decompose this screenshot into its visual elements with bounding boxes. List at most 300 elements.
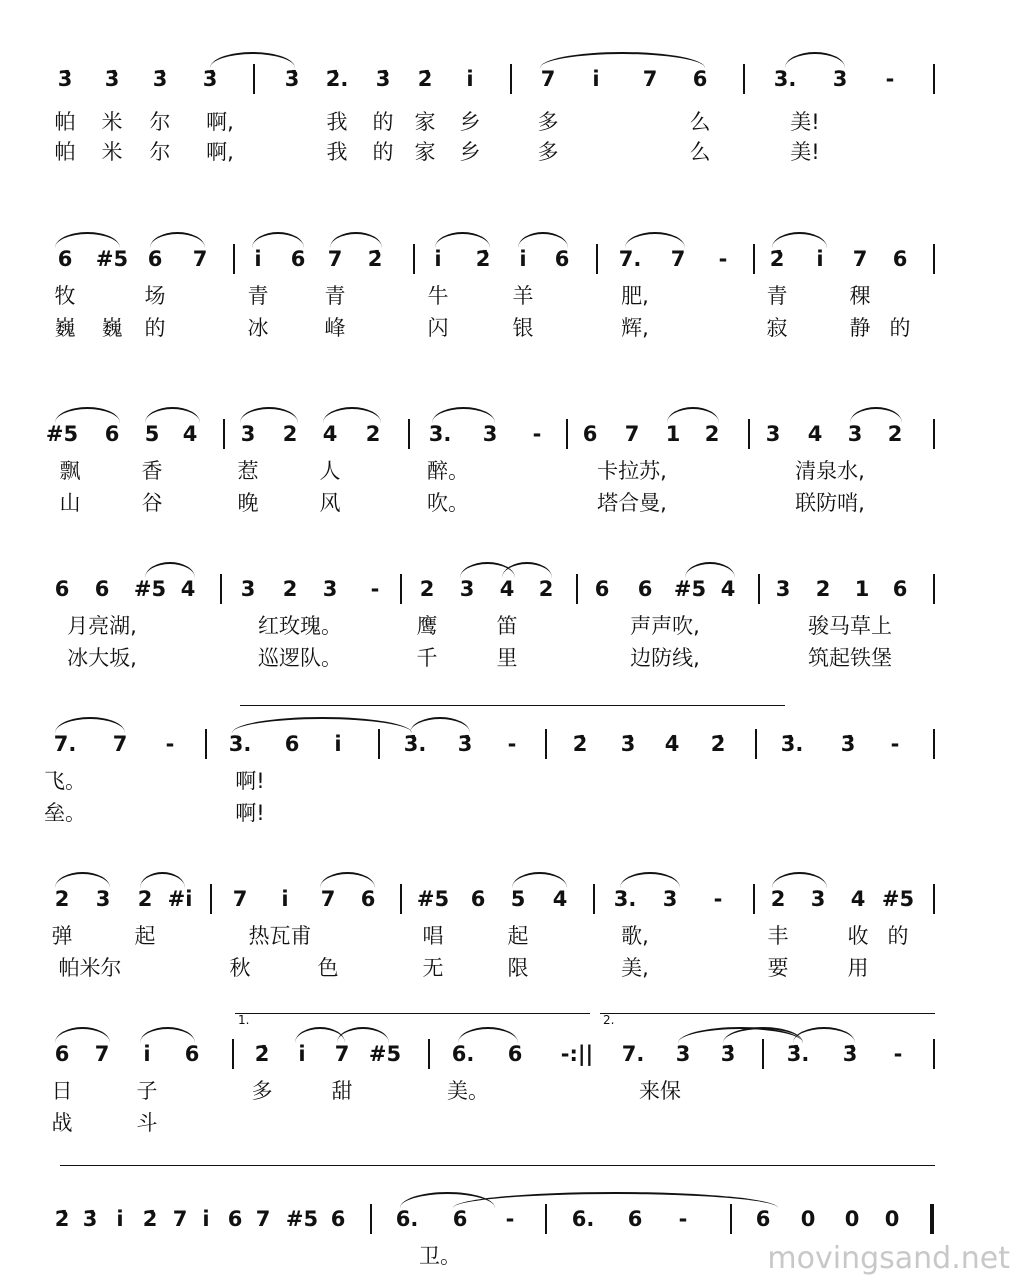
note: 2̇ (142, 1207, 158, 1231)
lyrics-verse-1 (40, 612, 940, 642)
barline (232, 1039, 234, 1069)
lyric-syllable: 家 (414, 110, 436, 134)
lyric-syllable: 冰 (247, 316, 269, 340)
note: #5 (416, 887, 450, 911)
note: 3̇. (403, 732, 427, 756)
note: 3̇ (620, 732, 636, 756)
note: 3̇ (152, 67, 168, 91)
slur (512, 872, 567, 888)
barline (730, 1204, 732, 1234)
lyric-syllable: 牧 (54, 284, 76, 308)
lyric-syllable: 巡逻队。 (258, 646, 342, 670)
volta-2-label: 2. (603, 1013, 615, 1027)
note: i (334, 732, 342, 756)
lyric-syllable: 联防哨, (795, 491, 865, 515)
note: 6 (692, 67, 708, 91)
note: 7 (852, 247, 868, 271)
lyric-syllable: 谷 (141, 491, 163, 515)
note: i (466, 67, 474, 91)
lyric-syllable: 青 (324, 284, 346, 308)
note: 2̇ (710, 732, 726, 756)
note: #5 (95, 247, 129, 271)
note: 3 (810, 887, 826, 911)
note: - (678, 1207, 688, 1231)
lyric-syllable: 美。 (447, 1079, 489, 1103)
lyric-syllable: 美! (790, 110, 820, 134)
note: - (890, 732, 900, 756)
note: 6. (451, 1042, 475, 1066)
lyric-syllable: 歌, (621, 924, 649, 948)
lyric-syllable: 边防线, (630, 646, 700, 670)
note: 4 (180, 577, 196, 601)
note: 3̇ (840, 732, 856, 756)
note: #5 (133, 577, 167, 601)
lyric-syllable: 收 (847, 924, 869, 948)
slur (793, 1027, 855, 1043)
lyric-syllable: 肥, (621, 284, 649, 308)
lyric-syllable: 牛 (427, 284, 449, 308)
lyric-syllable: 场 (144, 284, 166, 308)
lyric-syllable: 热瓦甫 (248, 924, 312, 948)
lyric-syllable: 家 (414, 140, 436, 164)
note: i (298, 1042, 306, 1066)
phrase-bracket (60, 1165, 935, 1166)
lyrics-verse-1 (40, 457, 940, 487)
lyric-syllable: 香 (141, 459, 163, 483)
note: 5 (144, 422, 160, 446)
note: 2̇. (325, 67, 349, 91)
note: - (885, 67, 895, 91)
note: 6 (360, 887, 376, 911)
lyric-syllable: 风 (319, 491, 341, 515)
lyric-syllable: 的 (887, 924, 909, 948)
watermark: movingsand.net (767, 1241, 1010, 1276)
lyric-syllable: 起 (507, 924, 529, 948)
note: 6 (554, 247, 570, 271)
note: 6 (755, 1207, 771, 1231)
lyric-syllable: 啊! (235, 801, 265, 825)
slur (145, 562, 195, 578)
lyric-syllable: 塔合曼, (597, 491, 667, 515)
slur (785, 52, 845, 68)
volta-bracket-1 (235, 1013, 590, 1014)
note: 3. (613, 887, 637, 911)
note: 3 (459, 577, 475, 601)
note: 7. (53, 732, 77, 756)
note: 1 (665, 422, 681, 446)
barline (428, 1039, 430, 1069)
barline (933, 64, 935, 94)
slur (55, 407, 120, 423)
lyric-syllable: 冰大坂, (67, 646, 137, 670)
lyric-syllable: 骏马草上 (808, 614, 892, 638)
note: 2̇ (475, 247, 491, 271)
lyric-syllable: 鹰 (416, 614, 438, 638)
note: 2̇ (769, 247, 785, 271)
note: 6 (227, 1207, 243, 1231)
note: 2 (770, 887, 786, 911)
notation-row (40, 60, 940, 100)
lyric-syllable: 晚 (237, 491, 259, 515)
lyric-syllable: 笛 (496, 614, 518, 638)
lyric-syllable: 筑起铁堡 (808, 646, 892, 670)
slur (518, 232, 568, 248)
lyrics-verse-2 (40, 954, 940, 984)
note: 2 (887, 422, 903, 446)
note: 6 (147, 247, 163, 271)
note: 2 (54, 887, 70, 911)
lyric-syllable: 声声吹, (630, 614, 700, 638)
lyric-syllable: 巍 (54, 316, 76, 340)
note: 6 (104, 422, 120, 446)
note: - (507, 732, 517, 756)
note: 3 (240, 577, 256, 601)
note: 4 (807, 422, 823, 446)
barline (933, 574, 935, 604)
note: 6 (582, 422, 598, 446)
slur (435, 232, 490, 248)
note: 2 (815, 577, 831, 601)
barline (933, 729, 935, 759)
slur (232, 717, 412, 733)
note: - (718, 247, 728, 271)
note: 0 (800, 1207, 816, 1231)
note: i (254, 247, 262, 271)
note: 7 (192, 247, 208, 271)
lyric-syllable: 多 (537, 140, 559, 164)
lyric-syllable: 米 (101, 110, 123, 134)
note: 3. (428, 422, 452, 446)
lyric-syllable: 飘 (59, 459, 81, 483)
note: 6 (94, 577, 110, 601)
barline (545, 729, 547, 759)
lyric-syllable: 的 (144, 316, 166, 340)
slur (772, 232, 827, 248)
lyric-syllable: 红玫瑰。 (258, 614, 342, 638)
slur (140, 1027, 195, 1043)
barline (743, 64, 745, 94)
note: 6 (284, 732, 300, 756)
note: 3̇ (104, 67, 120, 91)
lyric-syllable: 清泉水, (795, 459, 865, 483)
lyric-syllable: 卡拉苏, (597, 459, 667, 483)
lyric-syllable: 美, (621, 956, 649, 980)
lyric-syllable: 银 (512, 316, 534, 340)
lyric-syllable: 帕 (54, 110, 76, 134)
lyric-syllable: 吹。 (427, 491, 469, 515)
note: 3 (482, 422, 498, 446)
slur (620, 872, 680, 888)
lyric-syllable: 青 (247, 284, 269, 308)
lyric-syllable: 卫。 (419, 1244, 461, 1268)
lyric-syllable: 么 (689, 110, 711, 134)
note: 6 (892, 577, 908, 601)
note: i (816, 247, 824, 271)
lyric-syllable: 起 (134, 924, 156, 948)
lyric-syllable: 千 (416, 646, 438, 670)
lyric-syllable: 巍 (101, 316, 123, 340)
lyric-syllable: 帕米尔 (58, 956, 122, 980)
note: 4 (499, 577, 515, 601)
lyric-syllable: 尔 (149, 140, 171, 164)
note: 6 (290, 247, 306, 271)
lyric-syllable: 么 (689, 140, 711, 164)
barline (510, 64, 512, 94)
lyric-syllable: 要 (767, 956, 789, 980)
slur (55, 232, 120, 248)
note: 6 (470, 887, 486, 911)
barline (545, 1204, 547, 1234)
slur (625, 232, 685, 248)
note: 0 (844, 1207, 860, 1231)
barline (933, 1039, 935, 1069)
note: 3̇ (202, 67, 218, 91)
note: 7 (642, 67, 658, 91)
note: 7 (172, 1207, 188, 1231)
note: i (116, 1207, 124, 1231)
slur (667, 407, 719, 423)
lyric-syllable: 峰 (324, 316, 346, 340)
barline (758, 574, 760, 604)
lyric-syllable: 限 (507, 956, 529, 980)
barline (753, 244, 755, 274)
note: 3̇ (375, 67, 391, 91)
note: 2̇ (54, 1207, 70, 1231)
lyric-syllable: 的 (372, 140, 394, 164)
note: i (592, 67, 600, 91)
note: 5 (510, 887, 526, 911)
lyric-syllable: 啊, (206, 110, 234, 134)
note: 7 (670, 247, 686, 271)
note: 6 (57, 247, 73, 271)
note: 3̇ (82, 1207, 98, 1231)
lyric-syllable: 惹 (237, 459, 259, 483)
note: 2̇ (254, 1042, 270, 1066)
note: 4 (322, 422, 338, 446)
slur (540, 52, 705, 68)
note: i (434, 247, 442, 271)
note: 3̇. (780, 732, 804, 756)
lyric-syllable: 秋 (229, 956, 251, 980)
lyric-syllable: 乡 (459, 110, 481, 134)
barline (753, 884, 755, 914)
barline (576, 574, 578, 604)
note: i (281, 887, 289, 911)
note: 2̇ (367, 247, 383, 271)
note: #5 (881, 887, 915, 911)
notation-row (40, 725, 940, 765)
note: 2 (282, 577, 298, 601)
lyric-syllable: 美! (790, 140, 820, 164)
lyrics-verse-2 (40, 489, 940, 519)
lyric-syllable: 啊! (235, 769, 265, 793)
notation-row (40, 880, 940, 920)
lyrics-verse-1 (40, 282, 940, 312)
slur (145, 407, 200, 423)
note: #i (167, 887, 193, 911)
lyric-syllable: 米 (101, 140, 123, 164)
note: 6 (184, 1042, 200, 1066)
phrase-bracket (240, 705, 785, 706)
note: 3̇ (457, 732, 473, 756)
lyrics-verse-2 (40, 644, 940, 674)
lyric-syllable: 青 (766, 284, 788, 308)
notation-row (40, 1035, 940, 1075)
lyric-syllable: 弹 (51, 924, 73, 948)
lyric-syllable: 羊 (512, 284, 534, 308)
note: - (893, 1042, 903, 1066)
note: 3̇ (284, 67, 300, 91)
note: 7 (255, 1207, 271, 1231)
note: 6 (330, 1207, 346, 1231)
lyrics-verse-2 (40, 799, 940, 829)
slur (320, 872, 375, 888)
note: -:|| (560, 1042, 594, 1066)
slur (150, 232, 205, 248)
note: 2 (365, 422, 381, 446)
slur (240, 407, 298, 423)
slur (432, 407, 495, 423)
note: - (370, 577, 380, 601)
lyric-syllable: 丰 (767, 924, 789, 948)
note: 3 (322, 577, 338, 601)
lyric-syllable: 无 (422, 956, 444, 980)
lyric-syllable: 用 (847, 956, 869, 980)
barline (413, 244, 415, 274)
lyrics-verse-2 (40, 1109, 940, 1139)
note: 6 (637, 577, 653, 601)
lyric-syllable: 多 (537, 110, 559, 134)
barline (378, 729, 380, 759)
lyric-syllable: 来保 (639, 1079, 681, 1103)
note: 3̇ (842, 1042, 858, 1066)
note: 3 (240, 422, 256, 446)
note: 2 (538, 577, 554, 601)
note: 4 (552, 887, 568, 911)
lyric-syllable: 里 (496, 646, 518, 670)
barline (933, 244, 935, 274)
note: 7. (621, 1042, 645, 1066)
lyric-syllable: 甜 (331, 1079, 353, 1103)
lyric-syllable: 山 (59, 491, 81, 515)
volta-1-label: 1. (238, 1013, 250, 1027)
note: #5 (285, 1207, 319, 1231)
lyrics-verse-1 (40, 1077, 940, 1107)
notation-row (40, 240, 940, 280)
note: 7 (320, 887, 336, 911)
note: 6 (627, 1207, 643, 1231)
note: 7. (618, 247, 642, 271)
note: 6 (54, 577, 70, 601)
note: 7 (327, 247, 343, 271)
lyric-syllable: 斗 (136, 1111, 158, 1135)
note: 6 (594, 577, 610, 601)
note: i (143, 1042, 151, 1066)
note: - (165, 732, 175, 756)
note: 7 (334, 1042, 350, 1066)
barline (205, 729, 207, 759)
note: 2̇ (417, 67, 433, 91)
notation-row (40, 570, 940, 610)
slur (772, 872, 827, 888)
note: 3 (775, 577, 791, 601)
notation-row (40, 1200, 940, 1240)
note: #5 (368, 1042, 402, 1066)
lyric-syllable: 唱 (422, 924, 444, 948)
slur (252, 232, 304, 248)
note: 3̇ (720, 1042, 736, 1066)
final-barline (930, 1204, 934, 1234)
lyrics-verse-2 (40, 314, 940, 344)
note: 4̇ (664, 732, 680, 756)
note: i (519, 247, 527, 271)
note: #5 (673, 577, 707, 601)
note: 6. (571, 1207, 595, 1231)
barline (408, 419, 410, 449)
lyric-syllable: 稞 (849, 284, 871, 308)
lyrics-verse-1 (40, 108, 940, 138)
note: 6 (507, 1042, 523, 1066)
slur (330, 232, 382, 248)
barline (370, 1204, 372, 1234)
lyric-syllable: 尔 (149, 110, 171, 134)
barline (253, 64, 255, 94)
note: 7 (94, 1042, 110, 1066)
note: 4 (720, 577, 736, 601)
lyric-syllable: 的 (889, 316, 911, 340)
note: 3̇ (57, 67, 73, 91)
slur (55, 872, 110, 888)
note: 3 (765, 422, 781, 446)
lyric-syllable: 飞。 (44, 769, 86, 793)
barline (400, 884, 402, 914)
slur (337, 1027, 389, 1043)
lyric-syllable: 色 (317, 956, 339, 980)
lyric-syllable: 我 (326, 140, 348, 164)
slur (140, 872, 185, 888)
lyric-syllable: 垒。 (44, 801, 86, 825)
barline (933, 419, 935, 449)
slur (55, 1027, 110, 1043)
lyric-syllable: 多 (251, 1079, 273, 1103)
note: 0 (884, 1207, 900, 1231)
note: #5 (45, 422, 79, 446)
lyric-syllable: 寂 (766, 316, 788, 340)
lyric-syllable: 静 (849, 316, 871, 340)
note: 3 (675, 1042, 691, 1066)
slur (685, 562, 735, 578)
barline (220, 574, 222, 604)
barline (748, 419, 750, 449)
note: 2 (704, 422, 720, 446)
note: i (202, 1207, 210, 1231)
note: 7 (540, 67, 556, 91)
lyric-syllable: 闪 (427, 316, 449, 340)
barline (593, 884, 595, 914)
note: 7 (232, 887, 248, 911)
lyric-syllable: 人 (319, 459, 341, 483)
note: - (505, 1207, 515, 1231)
barline (233, 244, 235, 274)
lyric-syllable: 乡 (459, 140, 481, 164)
lyric-syllable: 帕 (54, 140, 76, 164)
note: 2 (137, 887, 153, 911)
lyric-syllable: 的 (372, 110, 394, 134)
note: 3. (773, 67, 797, 91)
barline (223, 419, 225, 449)
slur (453, 1192, 778, 1208)
slur (502, 562, 552, 578)
